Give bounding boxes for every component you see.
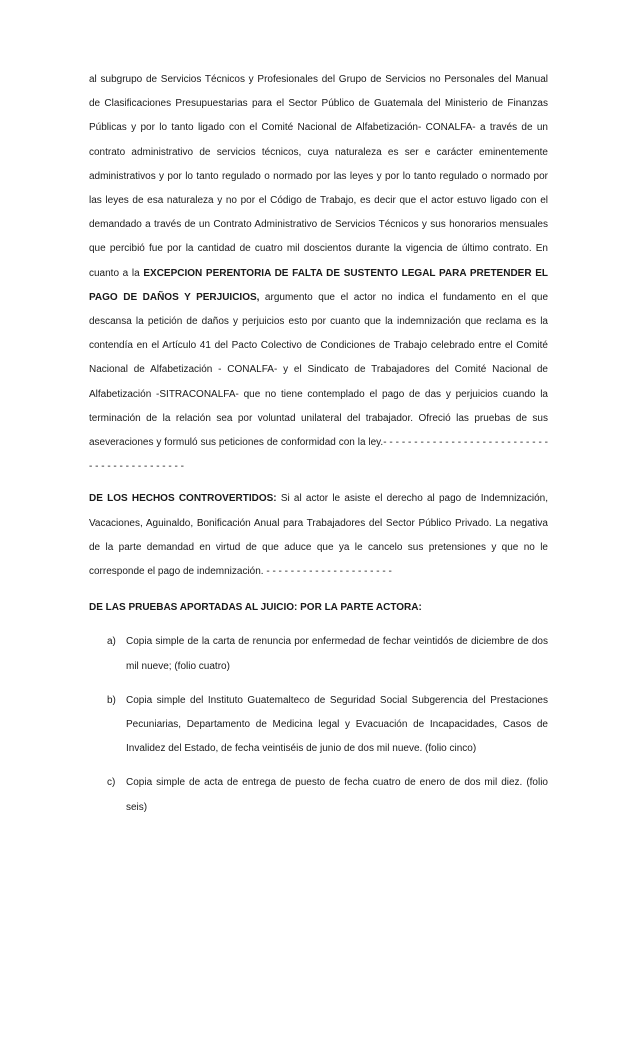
list-item	[89, 771, 548, 819]
list-marker: b)	[107, 694, 116, 706]
paragraph-text-continued: argumento que el actor no indica el fundamento en el que descansa la petición de daños y perjuicios esto por cuanto que la indemnización que reclama es la contendía en el Artículo 41 del Pacto Colectivo de Condiciones de Trabajo celebrado entre el Comité Nacional de Alfabetización - CONALFA- y el Sindicato de Trabajadores del Comité Nacional de Alfabetización -SITRACONALFA- que no tiene contemplado el pago de das y perjuicios cuando la terminación de la relación sea por voluntad unilateral del trabajador. Ofreció las pruebas de sus aseveraciones y formuló sus peticiones de conformidad con la ley.- - - - - - - - - - - - - - - - - - - - - - - - - - - - - - - - - - - - - - - - - - -	[89, 291, 548, 473]
paragraph-antecedentes	[89, 68, 548, 479]
hechos-text: Si al actor le asiste el derecho al pago de Indemnización, Vacaciones, Aguinaldo, Bonificación Anual para Trabajadores del Sector Público Privado. La negativa de la parte demandad en virtud de que aduce que ya le cancelo sus pretensiones y que no le corresponde el pago de indemnización. - - - - - - - - - - - - - - - - - - - - -	[89, 493, 548, 578]
paragraph-gap	[89, 584, 548, 592]
paragraph-text: al subgrupo de Servicios Técnicos y Profesionales del Grupo de Servicios no Personales del Manual de Clasificaciones Presupuestarias para el Sector Público de Guatemala del Ministerio de Finanzas Públicas y por lo tanto ligado con el Comité Nacional de Alfabetización- CONALFA- a través de un contrato administrativo de servicios técnicos, cuya naturaleza es ser e carácter eminentemente administrativos y por lo tanto regulado o normado por las leyes y por lo tanto regulado o normado por las leyes de esa naturaleza y no por el Código de Trabajo, es decir que el actor estuvo ligado con el demandado a través de un Contrato Administrativo de Servicios Técnicos y sus honorarios mensuales que percibió fue por la cantidad de cuatro mil doscientos durante la vigencia de último contrato. En cuanto a la	[89, 74, 548, 279]
list-item	[89, 689, 548, 762]
list-item-text: Copia simple de acta de entrega de puesto de fecha cuatro de enero de dos mil diez. (folio seis)	[126, 777, 548, 813]
list-item	[89, 630, 548, 678]
hechos-heading: DE LOS HECHOS CONTROVERTIDOS:	[89, 493, 277, 505]
list-marker: a)	[107, 636, 116, 648]
list-item-text: Copia simple del Instituto Guatemalteco de Seguridad Social Subgerencia del Prestaciones Pecuniarias, Departamento de Medicina legal y Evacuación de Incapacidades, Casos de Invalidez del Estado, de fecha veintiséis de junio de dos mil nueve. (folio cinco)	[126, 694, 548, 755]
paragraph-gap	[89, 479, 548, 487]
section-heading-pruebas	[89, 596, 548, 620]
section-heading-text: DE LAS PRUEBAS APORTADAS AL JUICIO: POR LA PARTE ACTORA:	[89, 602, 422, 614]
list-item-text: Copia simple de la carta de renuncia por enfermedad de fechar veintidós de diciembre de dos mil nueve; (folio cuatro)	[126, 636, 548, 672]
paragraph-hechos-controvertidos	[89, 487, 548, 584]
document-page	[89, 68, 548, 820]
list-marker: c)	[107, 777, 116, 789]
exception-heading: EXCEPCION PERENTORIA DE FALTA DE SUSTENTO LEGAL PARA PRETENDER EL PAGO DE DAÑOS Y PERJUICIOS,	[89, 267, 548, 303]
evidence-list	[89, 630, 548, 819]
